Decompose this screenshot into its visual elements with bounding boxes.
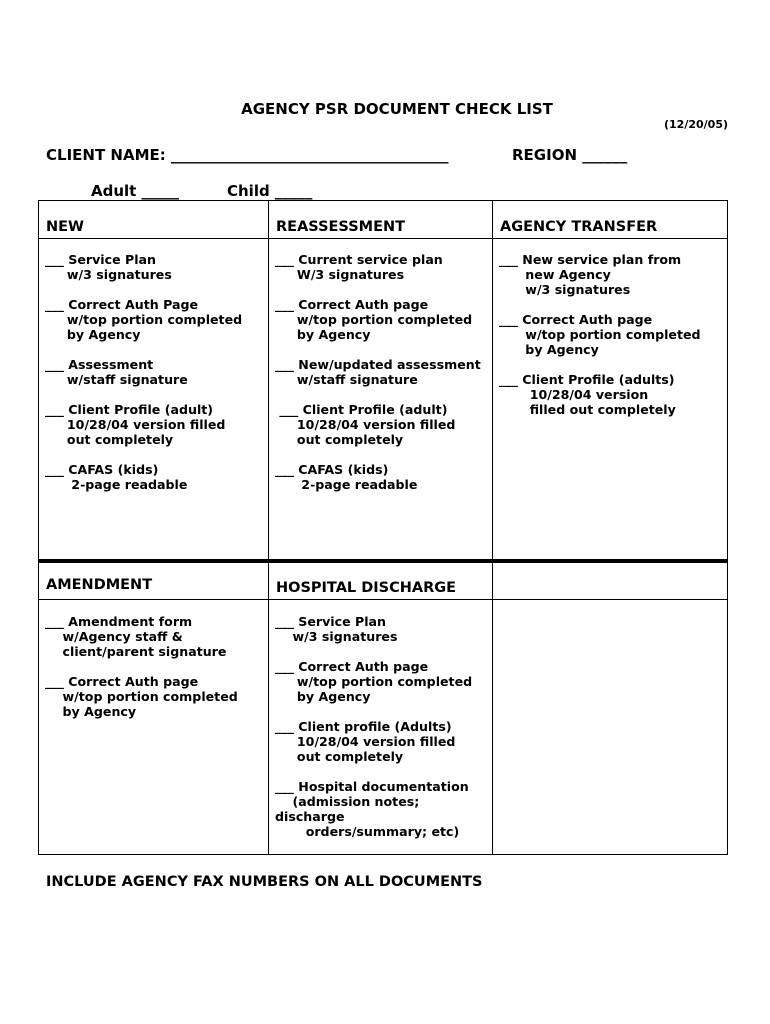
- checklist-item-label: ___ Client Profile (adult): [45, 402, 214, 417]
- checklist-item-label: ___ Service Plan: [275, 614, 387, 629]
- checklist-item-detail: w/top portion completed: [499, 327, 701, 342]
- checklist-item: [275, 719, 472, 764]
- checklist-item-label: ___ Hospital documentation: [275, 779, 469, 794]
- checklist-item-detail: w/top portion completed: [275, 674, 473, 689]
- checklist-item-detail: w/3 signatures: [275, 629, 398, 644]
- fax-instruction: INCLUDE AGENCY FAX NUMBERS ON ALL DOCUMENTS: [46, 874, 483, 890]
- checklist-item: [275, 462, 481, 492]
- checklist-item-detail: by Agency: [275, 689, 371, 704]
- heading-agency-transfer: AGENCY TRANSFER: [500, 219, 658, 235]
- adult-field: Adult _____: [91, 182, 180, 200]
- checklist-item-label: ___ CAFAS (kids): [45, 462, 159, 477]
- checklist-item: [499, 312, 701, 357]
- checklist-item: [45, 462, 242, 492]
- checklist-item-detail: 10/28/04 version filled: [275, 734, 456, 749]
- checklist-item-label: ___ Correct Auth page: [45, 674, 199, 689]
- checklist-item-detail: w/Agency staff &: [45, 629, 183, 644]
- column-divider: [492, 201, 493, 854]
- child-field: Child _____: [227, 182, 313, 200]
- checklist-item-detail: w/top portion completed: [275, 312, 473, 327]
- checklist-item-detail: by Agency: [275, 327, 371, 342]
- checklist-item: [275, 614, 472, 644]
- checklist-item-label: ___ Correct Auth page: [499, 312, 653, 327]
- checklist-item-detail: w/top portion completed: [45, 312, 243, 327]
- checklist-item-detail: orders/summary; etc): [275, 824, 460, 839]
- amendment-items: [45, 614, 238, 734]
- checklist-item-detail: w/staff signature: [45, 372, 188, 387]
- checklist-item: [275, 252, 481, 282]
- checklist-item-detail: new Agency: [499, 267, 611, 282]
- checklist-item-detail: 10/28/04 version filled: [275, 417, 456, 432]
- checklist-item-detail: 2-page readable: [275, 477, 418, 492]
- checklist-item-label: ___ Current service plan: [275, 252, 443, 267]
- checklist-item-detail: w/top portion completed: [45, 689, 238, 704]
- document-title: AGENCY PSR DOCUMENT CHECK LIST: [241, 100, 553, 118]
- checklist-item: [275, 779, 472, 839]
- checklist-item-detail: client/parent signature: [45, 644, 227, 659]
- column-divider: [268, 201, 269, 854]
- section-divider: [39, 559, 727, 563]
- checklist-item: [275, 357, 481, 387]
- checklist-item-detail: 10/28/04 version: [499, 387, 649, 402]
- checklist-item-detail: by Agency: [45, 327, 141, 342]
- checklist-item: [45, 402, 242, 447]
- checklist-item: [45, 357, 242, 387]
- heading-reassessment: REASSESSMENT: [276, 219, 406, 235]
- checklist-item-detail: by Agency: [45, 704, 137, 719]
- hospital-discharge-items: [275, 614, 472, 854]
- heading-amendment: AMENDMENT: [46, 577, 153, 593]
- checklist-item: [45, 674, 238, 719]
- checklist-item-label: ___ Amendment form: [45, 614, 193, 629]
- checklist-item-label: ___ New service plan from: [499, 252, 682, 267]
- checklist-item-detail: 2-page readable: [45, 477, 188, 492]
- checklist-item-detail: out completely: [275, 432, 404, 447]
- checklist-item-label: ___ Client profile (Adults): [275, 719, 452, 734]
- checklist-item-detail: (admission notes;: [275, 794, 420, 809]
- checklist-item-detail: filled out completely: [499, 402, 676, 417]
- checklist-item-label: ___ Client Profile (adults): [499, 372, 675, 387]
- checklist-item-label: ___ Correct Auth Page: [45, 297, 199, 312]
- checklist-item-detail: w/staff signature: [275, 372, 418, 387]
- checklist-item-label: ___ Assessment: [45, 357, 154, 372]
- checklist-item-label: ___ CAFAS (kids): [275, 462, 389, 477]
- checklist-item: [45, 614, 238, 659]
- checklist-item-detail: w/3 signatures: [499, 282, 631, 297]
- checklist-item: [499, 252, 701, 297]
- revision-date: (12/20/05): [663, 118, 728, 131]
- new-items: [45, 252, 242, 507]
- checklist-item: [275, 402, 481, 447]
- heading-hospital-discharge: HOSPITAL DISCHARGE: [276, 580, 457, 596]
- reassessment-items: [275, 252, 481, 507]
- row-divider: [39, 599, 727, 600]
- agency-transfer-items: [499, 252, 701, 432]
- checklist-item-label: ___ Client Profile (adult): [275, 402, 448, 417]
- checklist-item-detail: W/3 signatures: [275, 267, 405, 282]
- checklist-item: [275, 297, 481, 342]
- checklist-item-detail: 10/28/04 version filled: [45, 417, 226, 432]
- checklist-item: [45, 252, 242, 282]
- heading-new: NEW: [46, 219, 85, 235]
- checklist-item-label: ___ Correct Auth page: [275, 297, 429, 312]
- checklist-table: [38, 200, 728, 855]
- checklist-item: [499, 372, 701, 417]
- checklist-item-detail: w/3 signatures: [45, 267, 172, 282]
- checklist-item: [45, 297, 242, 342]
- row-divider: [39, 238, 727, 239]
- client-name-field: CLIENT NAME: _____________________________________: [46, 146, 449, 164]
- region-field: REGION ______: [512, 146, 628, 164]
- checklist-item-label: ___ New/updated assessment: [275, 357, 481, 372]
- checklist-item: [275, 659, 472, 704]
- checklist-item-label: ___ Correct Auth page: [275, 659, 429, 674]
- checklist-item-detail: out completely: [45, 432, 174, 447]
- checklist-item-label: ___ Service Plan: [45, 252, 157, 267]
- checklist-item-detail: by Agency: [499, 342, 599, 357]
- checklist-item-detail: out completely: [275, 749, 404, 764]
- checklist-item-detail: discharge: [275, 809, 345, 824]
